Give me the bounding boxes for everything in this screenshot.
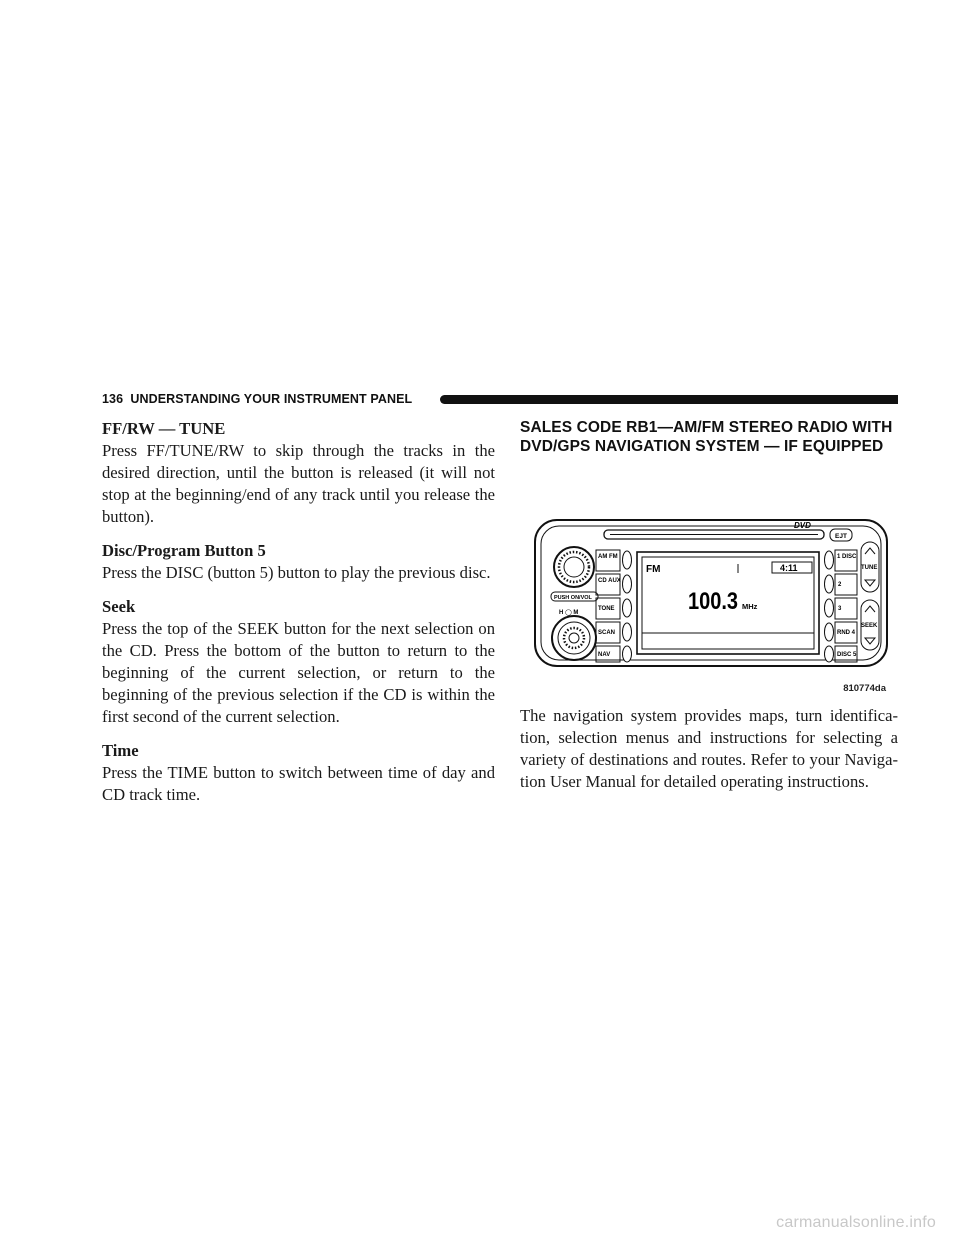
seek-label: SEEK — [861, 623, 878, 629]
section-body: Press the DISC (button 5) button to play the previous disc. — [102, 563, 491, 582]
section-body: Press the top of the SEEK button for the next selection on the CD. Press the bottom of the button to return to the beginning of the current selection, or return to the beginning of the previous selection if the CD is within the first second of the current selection. — [102, 619, 495, 726]
left-button-label-1: AM FM — [598, 554, 618, 560]
right-button-2 — [825, 575, 834, 593]
tuning-knob-center — [569, 633, 579, 643]
dvd-logo: DVD — [794, 521, 811, 530]
left-button-1 — [623, 551, 632, 569]
left-button-5 — [623, 646, 632, 662]
left-button-label-2: CD AUX — [598, 578, 621, 584]
screen-clock: 4:11 — [780, 563, 798, 573]
section-title: UNDERSTANDING YOUR INSTRUMENT PANEL — [130, 392, 413, 406]
left-button-4 — [623, 623, 632, 641]
eject-label: EJT — [835, 533, 847, 540]
screen-unit: MHz — [742, 602, 758, 611]
right-button-4 — [825, 623, 834, 641]
section-heading: Seek — [102, 597, 136, 616]
radio-figure — [532, 516, 894, 692]
left-button-label-5: NAV — [598, 652, 611, 658]
header-rule — [440, 395, 898, 404]
section-heading: Disc/Program Button 5 — [102, 541, 266, 560]
volume-knob-center — [564, 557, 584, 577]
right-button-label-4: RND 4 — [837, 630, 856, 636]
screen-frequency: 100.3 — [688, 587, 739, 615]
right-button-label-3: 3 — [838, 606, 842, 612]
page-number: 136 — [102, 392, 124, 406]
left-button-2 — [623, 575, 632, 593]
tune-label: TUNE — [861, 565, 878, 571]
right-button-label-1: 1 DISC — [837, 554, 857, 560]
left-button-label-3: TONE — [598, 606, 615, 612]
section-ff-rw-tune — [102, 418, 495, 528]
right-column — [520, 418, 898, 456]
section-disc-program-button-5 — [102, 540, 495, 584]
section-body: Press FF/TUNE/RW to skip through the tracks in the desired direction, until the button is released (it will not stop at the beginning/end of any track until you release the button). — [102, 441, 495, 526]
radio-illustration — [532, 516, 894, 692]
left-column — [102, 418, 495, 818]
navigation-description: The navigation system provides maps, turn identifica- tion, selection menus and instructions for selecting a variety of destinations and routes. Refer to your Naviga- tion User Manual for detailed operating instructions. — [520, 706, 898, 791]
right-button-1 — [825, 551, 834, 569]
figure-code: 810774da — [843, 683, 886, 694]
section-seek — [102, 596, 495, 728]
right-button-5 — [825, 646, 834, 662]
page-header-text — [102, 392, 412, 406]
left-button-3 — [623, 599, 632, 617]
screen-band: FM — [646, 564, 661, 575]
sales-code-heading: SALES CODE RB1—AM/FM STEREO RADIO WITH DVD/GPS NAVIGATION SYSTEM — IF EQUIPPED — [520, 419, 893, 455]
section-heading: FF/RW — TUNE — [102, 419, 226, 438]
section-time — [102, 740, 495, 806]
section-heading: Time — [102, 741, 139, 760]
right-button-3 — [825, 599, 834, 617]
left-button-label-4: SCAN — [598, 630, 616, 636]
right-button-label-2: 2 — [838, 582, 842, 588]
running-header — [102, 393, 898, 407]
push-on-vol-label: PUSH ON/VOL — [554, 595, 592, 601]
h-m-label: H ◯ M — [559, 610, 579, 616]
right-button-label-5: DISC 5 — [837, 652, 857, 658]
watermark: carmanualsonline.info — [776, 1214, 936, 1231]
section-body: Press the TIME button to switch between time of day and CD track time. — [102, 763, 495, 804]
